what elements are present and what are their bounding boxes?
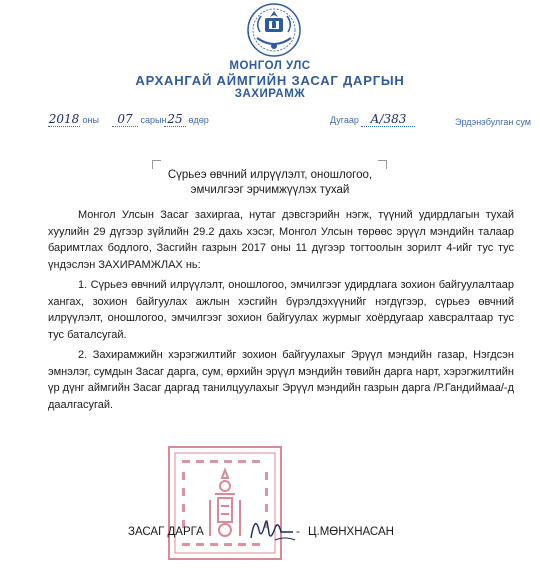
subject-line-2: эмчилгээг эрчимжүүлэх тухай xyxy=(190,184,350,196)
number-value: А/383 xyxy=(361,112,415,127)
issue-place: Эрдэнэбулган сум xyxy=(455,117,531,127)
org-authority: АРХАНГАЙ АЙМГИЙН ЗАСАГ ДАРГЫН xyxy=(135,73,405,88)
document-type: ЗАХИРАМЖ xyxy=(234,88,306,100)
year-label: оны xyxy=(82,115,99,125)
month-value: 07 xyxy=(112,112,138,127)
org-country: МОНГОЛ УЛС xyxy=(229,60,311,72)
number-label: Дугаар xyxy=(330,115,359,125)
month-label: сарын xyxy=(140,115,167,125)
day-label: өдөр xyxy=(188,115,209,125)
day-value: 25 xyxy=(164,112,186,127)
body-item-2: 2. Захирамжийн хэрэгжилтийг зохион байгуулахыг Эрүүл мэндийн газар, Нэгдсэн эмнэлэг, сумдын Засаг дарга, сум, өрхийн эрүүл мэндийн төвийн дарга нарт, хэрэгжилтийн үр дүнг аймгийн Засаг даргад танилцуулахыг Эрүүл мэндийн газрын дарга /Р.Гандиймаа/-д даалгасугай. xyxy=(48,349,514,411)
state-emblem-icon xyxy=(243,2,305,58)
document-body xyxy=(48,207,514,417)
body-intro: Монгол Улсын Засаг захиргаа, нутаг дэвсгэрийн нэгж, түүний удирдлагын тухай хуулийн 29 дүгээр зүйлийн 29.2 дахь хэсэг, Монгол Улсын төрөөс эрүүл мэндийн талаар баримтлах бодлого, Засгийн газрын 2017 оны 11 дүгээр тогтоолын зорилт 4-ийг тус тус үндэслэн ЗАХИРАМЖЛАХ нь: xyxy=(48,209,514,271)
year-value: 2018 xyxy=(48,112,80,126)
signature-dash: - xyxy=(296,526,300,538)
date-year xyxy=(48,112,99,127)
date-month xyxy=(112,112,166,127)
document-number xyxy=(330,112,415,127)
body-item-1: 1. Сүрьеэ өвчний илрүүлэлт, оношлогоо, эмчилгээг удирдлага зохион байгуулалтаар хангах, зохион байгуулах ажлын хэсгийн бүрэлдэхүүнийг нэгдүгээр, сүрьеэ өвчний илрүүлэлт, оношлогоо, эмчилгээг зохион байгуулах журмыг хоёрдугаар хавсралтаар тус тус баталсугай. xyxy=(48,279,514,341)
subject-line-1: Сүрьеэ өвчний илрүүлэлт, оношлогоо, xyxy=(167,169,373,181)
date-day xyxy=(164,112,209,127)
signatory-title: ЗАСАГ ДАРГА xyxy=(128,526,204,538)
signatory-name: Ц.МӨНХНАСАН xyxy=(308,526,394,538)
document-subject xyxy=(140,168,400,198)
